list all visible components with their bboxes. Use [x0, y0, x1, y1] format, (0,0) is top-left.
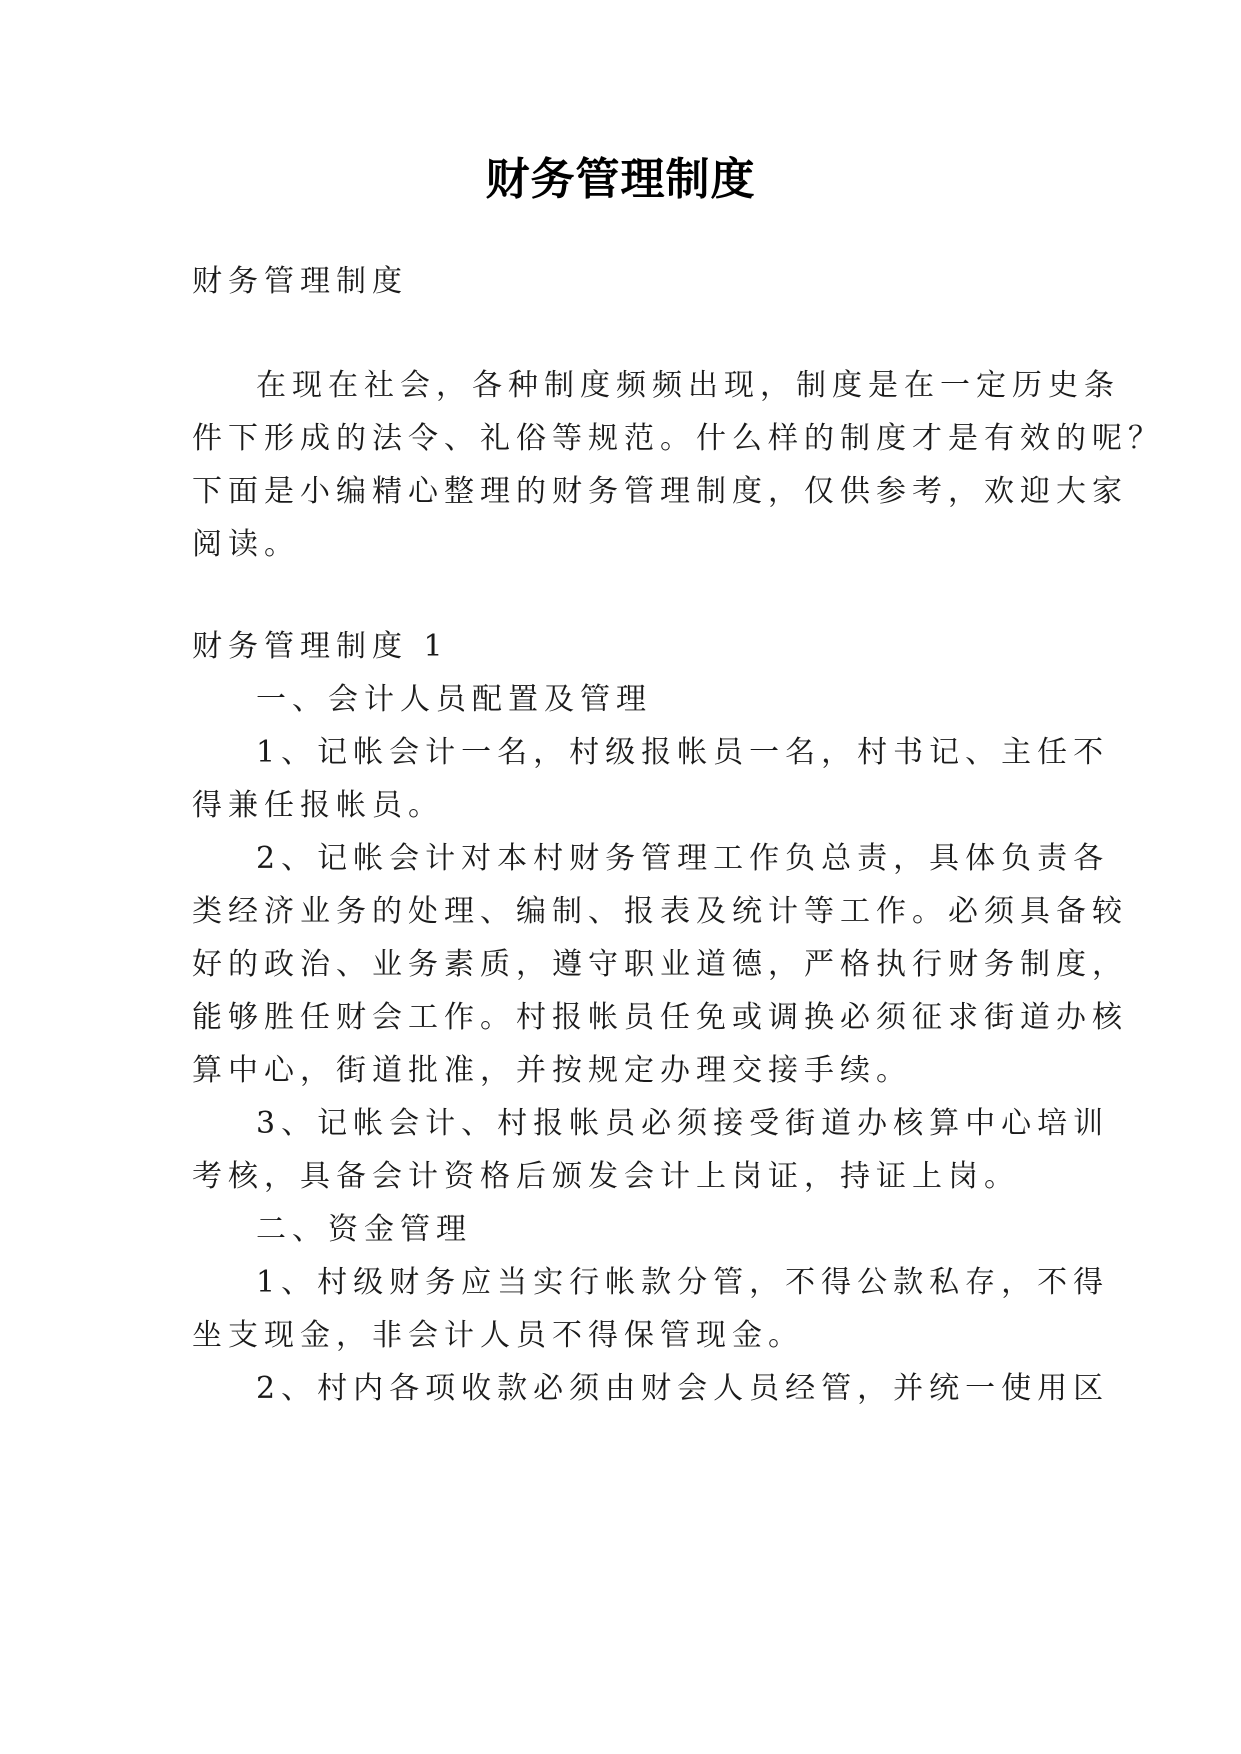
- paragraph-line: 得兼任报帐员。: [192, 788, 444, 823]
- paragraph-line: 1、记帐会计一名，村级报帐员一名，村书记、主任不: [256, 735, 1110, 770]
- intro-line: 在现在社会，各种制度频频出现，制度是在一定历史条: [256, 368, 1120, 403]
- paragraph-line: 能够胜任财会工作。村报帐员任免或调换必须征求街道办核: [192, 1000, 1128, 1035]
- paragraph-line: 类经济业务的处理、编制、报表及统计等工作。必须具备较: [192, 894, 1128, 929]
- intro-line: 件下形成的法令、礼俗等规范。什么样的制度才是有效的呢？: [192, 421, 1164, 456]
- paragraph-line: 3、记帐会计、村报帐员必须接受街道办核算中心培训: [256, 1106, 1110, 1141]
- paragraph-line: 1、村级财务应当实行帐款分管，不得公款私存，不得: [256, 1265, 1110, 1300]
- document-subtitle: 财务管理制度: [192, 264, 408, 299]
- paragraph-line: 2、记帐会计对本村财务管理工作负总责，具体负责各: [256, 841, 1110, 876]
- part-heading: 一、会计人员配置及管理: [256, 682, 652, 717]
- part-heading: 二、资金管理: [256, 1212, 472, 1247]
- section-heading: 财务管理制度 1: [192, 629, 449, 664]
- intro-line: 下面是小编精心整理的财务管理制度，仅供参考，欢迎大家: [192, 474, 1128, 509]
- document-title: 财务管理制度: [485, 154, 756, 205]
- paragraph-line: 2、村内各项收款必须由财会人员经管，并统一使用区: [256, 1371, 1110, 1406]
- intro-line: 阅读。: [192, 527, 300, 562]
- paragraph-line: 坐支现金，非会计人员不得保管现金。: [192, 1318, 804, 1353]
- paragraph-line: 算中心，街道批准，并按规定办理交接手续。: [192, 1053, 912, 1088]
- paragraph-line: 考核，具备会计资格后颁发会计上岗证，持证上岗。: [192, 1159, 1020, 1194]
- paragraph-line: 好的政治、业务素质，遵守职业道德，严格执行财务制度，: [192, 947, 1128, 982]
